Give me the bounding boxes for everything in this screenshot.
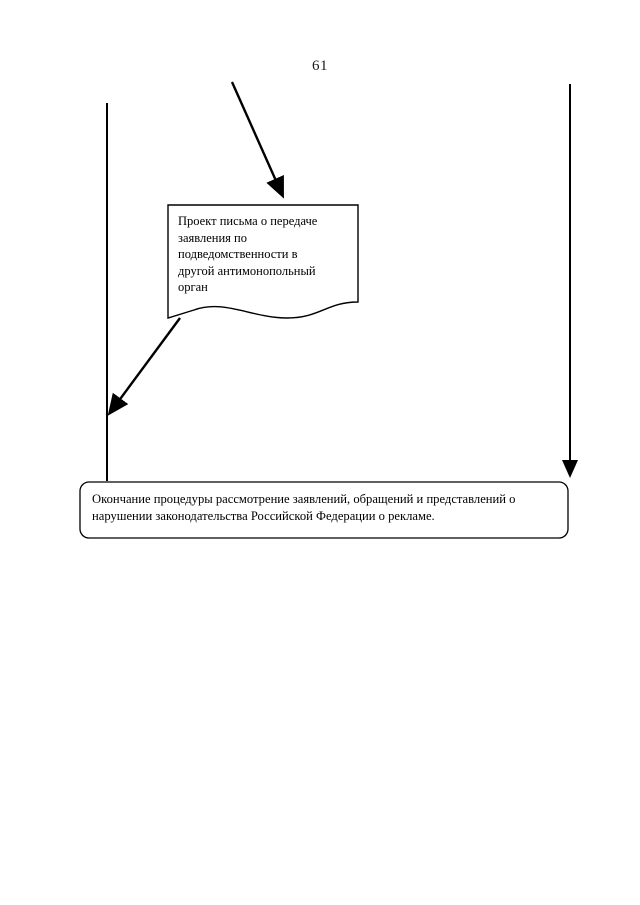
document-node-line-1: Проект письма о передаче	[178, 214, 318, 228]
document-node	[168, 205, 358, 302]
document-node-line-4: другой антимонопольный	[178, 263, 316, 278]
document-node-line-5: орган	[178, 280, 208, 294]
end-node	[80, 482, 568, 536]
end-node-line-1: Окончание процедуры рассмотрение заявлений, обращений и представлений о	[92, 492, 516, 506]
document-node-line-3: подведомственности в	[178, 247, 298, 261]
arrow-document-to-left-line	[112, 318, 180, 410]
document-node-line-2: заявления по	[178, 230, 247, 245]
arrow-into-document	[232, 82, 281, 192]
end-node-line-2: нарушении законодательства Российской Федерации о рекламе.	[92, 509, 435, 524]
page-number: 61	[312, 58, 328, 74]
